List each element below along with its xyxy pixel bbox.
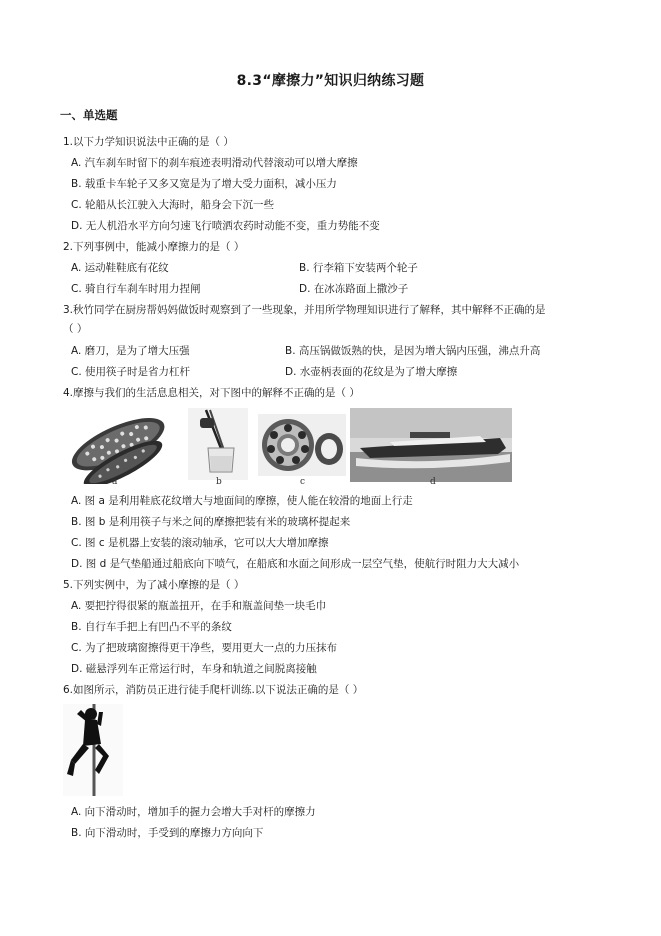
- hovercraft-image: [350, 408, 512, 482]
- question-2-stem: 2.下列事例中，能减小摩擦力的是（ ）: [63, 241, 245, 253]
- question-1-option-b: B. 载重卡车轮子又多又宽是为了增大受力面积，减小压力: [71, 178, 337, 190]
- question-3-stem-cont: （ ）: [63, 323, 88, 335]
- question-4-option-a: A. 图 a 是利用鞋底花纹增大与地面间的摩擦，使人能在较滑的地面上行走: [71, 495, 413, 507]
- question-1-stem: 1.以下力学知识说法中正确的是（ ）: [63, 136, 234, 148]
- question-5-option-c: C. 为了把玻璃窗擦得更干净些，要用更大一点的力压抹布: [71, 642, 338, 654]
- question-5-stem: 5.下列实例中，为了减小摩擦的是（ ）: [63, 579, 245, 591]
- question-6-stem: 6.如图所示，消防员正进行徒手爬杆训练.以下说法正确的是（ ）: [63, 684, 364, 696]
- question-1-option-a: A. 汽车刹车时留下的刹车痕迹表明滑动代替滚动可以增大摩擦: [71, 157, 358, 169]
- section-heading: 一、单选题: [60, 108, 118, 122]
- question-3-stem: 3.秋竹同学在厨房帮妈妈做饭时观察到了一些现象，并用所学物理知识进行了解释，其中解释不正确的是: [63, 304, 546, 316]
- question-1-option-d: D. 无人机沿水平方向匀速飞行喷洒农药时动能不变，重力势能不变: [71, 220, 380, 232]
- ball-bearing-image: [258, 414, 346, 476]
- question-2-option-a: A. 运动鞋鞋底有花纹: [71, 262, 169, 274]
- figure-label-b: b: [216, 477, 222, 487]
- figure-label-d: d: [430, 477, 436, 487]
- question-1-option-c: C. 轮船从长江驶入大海时，船身会下沉一些: [71, 199, 275, 211]
- question-2-option-c: C. 骑自行车刹车时用力捏闸: [71, 283, 201, 295]
- question-5-option-d: D. 磁悬浮列车正常运行时，车身和轨道之间脱离接触: [71, 663, 317, 675]
- question-4-option-d: D. 图 d 是气垫船通过船底向下喷气，在船底和水面之间形成一层空气垫，使航行时阻力大大减小: [71, 558, 520, 570]
- question-6-option-a: A. 向下滑动时，增加手的握力会增大手对杆的摩擦力: [71, 806, 316, 818]
- shoe-sole-image: [63, 406, 175, 484]
- question-3-option-b: B. 高压锅做饭熟的快，是因为增大锅内压强，沸点升高: [285, 345, 541, 357]
- question-4-stem: 4.摩擦与我们的生活息息相关，对下图中的解释不正确的是（ ）: [63, 387, 360, 399]
- question-3-option-a: A. 磨刀，是为了增大压强: [71, 345, 190, 357]
- question-5-option-a: A. 要把拧得很紧的瓶盖扭开，在手和瓶盖间垫一块毛巾: [71, 600, 327, 612]
- question-5-option-b: B. 自行车手把上有凹凸不平的条纹: [71, 621, 232, 633]
- question-3-option-c: C. 使用筷子时是省力杠杆: [71, 366, 191, 378]
- figure-label-c: c: [300, 477, 306, 487]
- page-title: 8.3“摩擦力”知识归纳练习题: [236, 73, 425, 89]
- question-4-option-c: C. 图 c 是机器上安装的滚动轴承，它可以大大增加摩擦: [71, 537, 329, 549]
- figure-label-a: a: [112, 477, 118, 487]
- chopsticks-rice-glass-image: [188, 408, 248, 480]
- question-6-option-b: B. 向下滑动时，手受到的摩擦力方向向下: [71, 827, 264, 839]
- question-3-option-d: D. 水壶柄表面的花纹是为了增大摩擦: [285, 366, 458, 378]
- question-2-option-b: B. 行李箱下安装两个轮子: [299, 262, 418, 274]
- firefighter-pole-climb-image: [63, 704, 123, 796]
- question-2-option-d: D. 在冰冻路面上撒沙子: [299, 283, 409, 295]
- question-4-option-b: B. 图 b 是利用筷子与米之间的摩擦把装有米的玻璃杯提起来: [71, 516, 351, 528]
